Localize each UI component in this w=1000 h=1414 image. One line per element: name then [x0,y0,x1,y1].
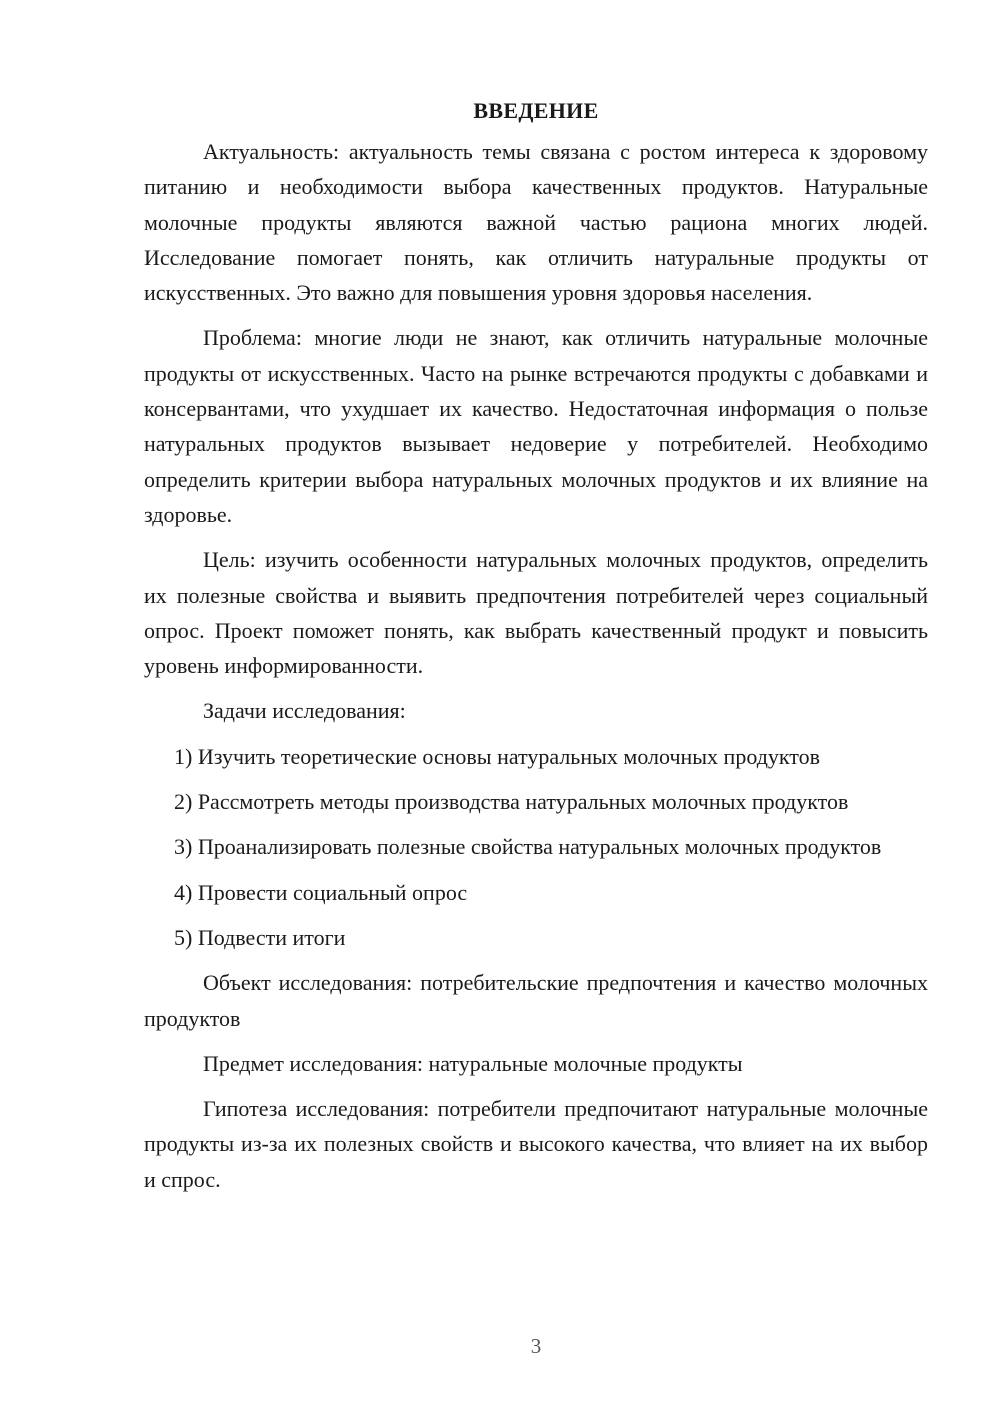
page-number: 3 [530,1334,542,1358]
object-paragraph: Объект исследования: потребительские предпочтения и качество молочных продуктов [144,970,928,1031]
problem-paragraph: Проблема: многие люди не знают, как отличить натуральные молочные продукты от искусственных. Часто на рынке встречаются продукты с добавками и консервантами, что ухудшает их качество. Недостаточная информация о пользе натуральных продуктов вызывает недоверие у потребителей. Необходимо определить критерии выбора натуральных молочных продуктов и их влияние на здоровье. [144,325,928,527]
task-item: 2) Рассмотреть методы производства натуральных молочных продуктов [174,789,849,815]
task-item: 3) Проанализировать полезные свойства натуральных молочных продуктов [174,834,882,860]
tasks-heading: Задачи исследования: [203,698,406,724]
document-title: ВВЕДЕНИЕ [473,98,599,123]
relevance-paragraph: Актуальность: актуальность темы связана с ростом интереса к здоровому питанию и необходимости выбора качественных продуктов. Натуральные молочные продукты являются важной частью рациона многих людей. Исследование помогает понять, как отличить натуральные продукты от искусственных. Это важно для повышения уровня здоровья населения. [144,139,928,306]
subject-paragraph: Предмет исследования: натуральные молочные продукты [203,1050,743,1076]
task-item: 4) Провести социальный опрос [174,879,468,905]
hypothesis-paragraph: Гипотеза исследования: потребители предпочитают натуральные молочные продукты из-за их полезных свойств и высокого качества, что влияет на их выбор и спрос. [144,1096,928,1192]
document-page [144,96,928,1207]
task-item: 5) Подвести итоги [174,924,346,950]
goal-paragraph: Цель: изучить особенности натуральных молочных продуктов, определить их полезные свойства и выявить предпочтения потребителей через социальный опрос. Проект поможет понять, как выбрать качественный продукт и повысить уровень информированности. [144,547,928,679]
task-item: 1) Изучить теоретические основы натуральных молочных продуктов [174,743,821,769]
